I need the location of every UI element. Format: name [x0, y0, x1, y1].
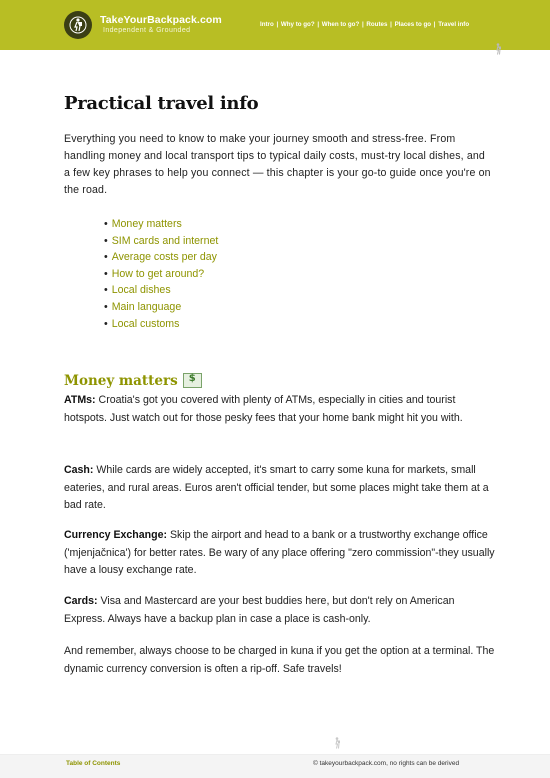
bullet-icon: •	[104, 251, 108, 264]
copyright-text: © takeyourbackpack.com, no rights can be derived	[313, 760, 460, 767]
nav-separator: |	[432, 21, 438, 28]
cards-label: Cards:	[64, 595, 98, 607]
logo[interactable]	[64, 11, 92, 39]
bullet-icon: •	[104, 300, 108, 313]
top-navigation	[260, 21, 469, 28]
closing-paragraph: And remember, always choose to be charged in kuna if you get the option at a terminal. The dynamic currency conversion is often a rip-off. Safe travels!	[64, 645, 495, 675]
nav-travel-info[interactable]: Travel info	[438, 21, 470, 28]
toc-link-sim-cards[interactable]: SIM cards and internet	[111, 234, 219, 247]
intro-paragraph: Everything you need to know to make your journey smooth and stress-free. From handling money and local transport tips to typical daily costs, must-try local dishes, and a few key phrases to help you connect — this chapter is your go-to guide once you're on the road.	[64, 133, 491, 196]
toc-item	[104, 216, 218, 233]
nav-separator: |	[360, 21, 366, 28]
toc-item	[104, 266, 218, 283]
hiker-icon	[493, 43, 503, 55]
atms-label: ATMs:	[64, 394, 96, 406]
hiker-icon	[332, 737, 342, 749]
toc-link-main-language[interactable]: Main language	[111, 300, 182, 313]
bullet-icon: •	[104, 234, 108, 247]
atms-text: Croatia's got you covered with plenty of ATMs, especially in cities and tourist hotspots. Just watch out for those pesky fees that your home bank might hit you with.	[64, 394, 463, 424]
nav-why-to-go[interactable]: Why to go?	[280, 21, 315, 28]
cards-text: Visa and Mastercard are your best buddies here, but don't rely on American Express. Always have a backup plan in case a place is cash-only.	[64, 595, 455, 625]
toc-item	[104, 316, 218, 333]
cards-paragraph	[64, 593, 496, 628]
section-title-text: Money matters	[64, 373, 178, 389]
bullet-icon: •	[104, 218, 108, 230]
toc-link-average-costs[interactable]: Average costs per day	[111, 251, 217, 264]
bullet-icon: •	[104, 267, 108, 280]
table-of-contents-link[interactable]: Table of Contents	[66, 760, 121, 767]
currency-exchange-label: Currency Exchange:	[64, 529, 168, 541]
toc-item	[104, 249, 218, 266]
toc-item	[104, 282, 218, 299]
currency-exchange-paragraph	[64, 527, 496, 580]
cash-paragraph	[64, 462, 496, 515]
brand-tagline: Independent & Grounded	[103, 27, 191, 34]
nav-separator: |	[388, 21, 394, 28]
nav-when-to-go[interactable]: When to go?	[321, 21, 360, 28]
currency-exchange-text: Skip the airport and head to a bank or a trustworthy exchange office ('mjenjačnica') for better rates. Be wary of any place offering "zero commission"-they usually have a lousy exchange rate.	[64, 529, 495, 576]
toc-item	[104, 233, 218, 250]
bullet-icon: •	[104, 284, 108, 297]
page-title: Practical travel info	[64, 93, 259, 114]
chapter-toc-list	[104, 216, 218, 332]
nav-separator: |	[315, 21, 321, 28]
toc-link-local-dishes[interactable]: Local dishes	[111, 284, 171, 297]
section-title-money-matters	[64, 373, 202, 389]
atms-paragraph	[64, 392, 496, 427]
nav-intro[interactable]: Intro	[260, 21, 274, 28]
brand-name[interactable]: TakeYourBackpack.com	[100, 14, 222, 26]
nav-places-to-go[interactable]: Places to go	[394, 21, 432, 28]
money-icon	[183, 373, 202, 388]
nav-routes[interactable]: Routes	[366, 21, 388, 28]
bullet-icon: •	[104, 317, 108, 330]
toc-item	[104, 299, 218, 316]
toc-link-money-matters[interactable]: Money matters	[111, 218, 182, 230]
backpacker-logo-icon	[68, 15, 88, 35]
nav-separator: |	[274, 21, 280, 28]
cash-label: Cash:	[64, 464, 94, 476]
toc-link-get-around[interactable]: How to get around?	[111, 267, 205, 280]
toc-link-local-customs[interactable]: Local customs	[111, 317, 180, 330]
cash-text: While cards are widely accepted, it's smart to carry some kuna for markets, small eateries, and rural areas. Euros aren't official tender, but some places might take them at a bad rate.	[64, 464, 489, 511]
